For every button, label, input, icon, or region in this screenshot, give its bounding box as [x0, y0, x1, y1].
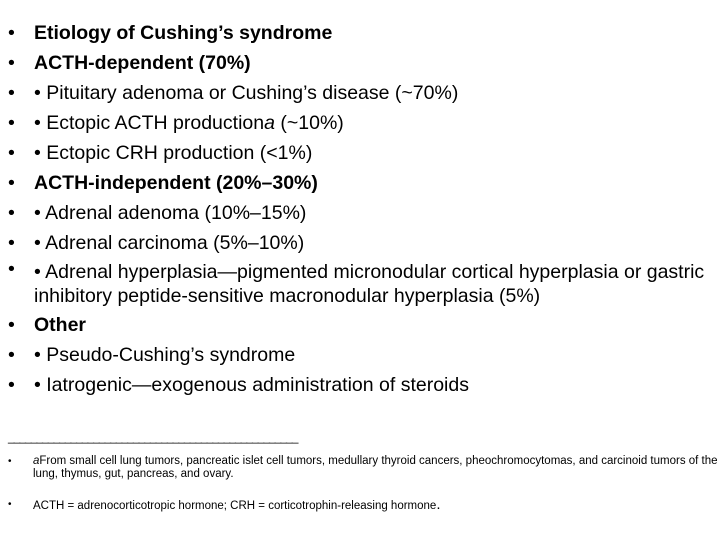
item-text: • Ectopic CRH production (<1%) — [34, 142, 313, 164]
footnote-text: ACTH = adrenocorticotropic hormone; CRH = corticotrophin-releasing hormone — [33, 500, 437, 512]
bullet-glyph: • — [8, 112, 15, 134]
bullet-glyph: • — [8, 456, 12, 467]
item-text: ACTH-dependent (70%) — [34, 52, 251, 74]
footnote-item — [8, 498, 718, 513]
footnote-item — [8, 455, 718, 481]
footnote-text: From small cell lung tumors, pancreatic islet cell tumors, medullary thyroid cancers, pheochromocytomas, and carcinoid tumors of the lung, thymus, gut, pancreas, and ovary. — [33, 455, 718, 480]
item-text: • Pseudo-Cushing’s syndrome — [34, 344, 296, 366]
list-item-ectopic-acth — [8, 108, 708, 138]
list-item-acth-dependent — [8, 48, 708, 78]
list-item-adrenal-hyperplasia — [8, 258, 708, 310]
list-item-adrenal-carcinoma — [8, 228, 708, 258]
list-item-adrenal-adenoma — [8, 198, 708, 228]
item-text: • Ectopic ACTH production — [34, 112, 265, 134]
bullet-glyph: • — [8, 172, 15, 194]
list-item-pituitary-adenoma — [8, 78, 708, 108]
item-text: • Adrenal carcinoma (5%–10%) — [34, 232, 305, 254]
etiology-list — [8, 18, 708, 400]
footnotes-list — [8, 455, 718, 513]
item-text: Etiology of Cushing’s syndrome — [34, 22, 333, 44]
footnote-marker: a — [264, 112, 275, 134]
item-text: • Adrenal hyperplasia—pigmented micronodular cortical hyperplasia or gastric inhibitory peptide-sensitive macronodular hyperplasia (5%) — [34, 261, 705, 307]
item-text: • Adrenal adenoma (10%–15%) — [34, 202, 307, 224]
bullet-glyph: • — [8, 258, 15, 280]
item-text: Other — [34, 314, 87, 336]
item-text: ACTH-independent (20%–30%) — [34, 172, 318, 194]
item-text-tail: (~10%) — [274, 112, 344, 134]
list-item-iatrogenic — [8, 370, 708, 400]
list-item-pseudo-cushings — [8, 340, 708, 370]
bullet-glyph: • — [8, 52, 15, 74]
item-text: • Iatrogenic—exogenous administration of steroids — [34, 374, 469, 396]
bullet-glyph: • — [8, 142, 15, 164]
bullet-glyph: • — [8, 344, 15, 366]
bullet-glyph: • — [8, 499, 12, 510]
footnote-divider: ___________________________________________________ — [8, 430, 298, 444]
bullet-glyph: • — [8, 232, 15, 254]
bullet-glyph: • — [8, 202, 15, 224]
list-item-acth-independent — [8, 168, 708, 198]
footnote-marker: a — [33, 455, 40, 467]
list-item-title — [8, 18, 708, 48]
list-item-other — [8, 310, 708, 340]
bullet-glyph: • — [8, 82, 15, 104]
item-text: • Pituitary adenoma or Cushing’s disease (~70%) — [34, 82, 459, 104]
bullet-glyph: • — [8, 374, 15, 396]
list-item-ectopic-crh — [8, 138, 708, 168]
footnote-end-mark: . — [436, 496, 441, 513]
bullet-glyph: • — [8, 314, 15, 336]
bullet-glyph: • — [8, 22, 15, 44]
